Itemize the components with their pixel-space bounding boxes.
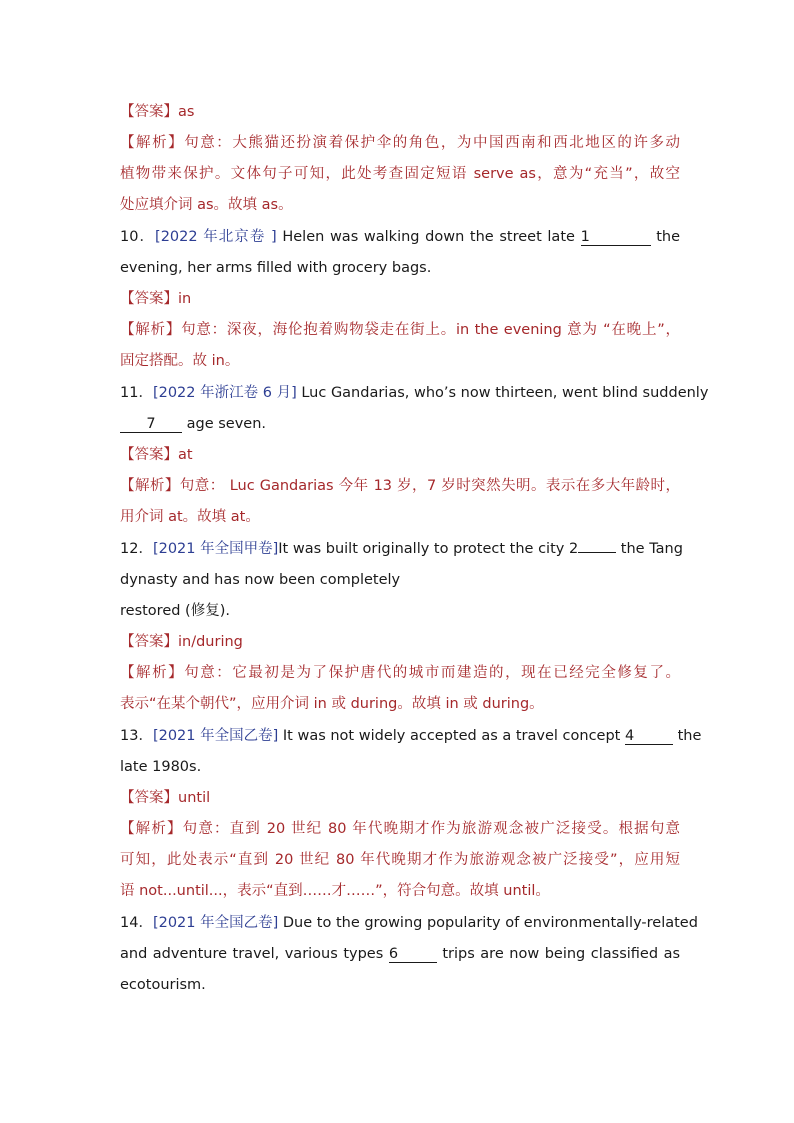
q10-text-l2: evening, her arms filled with grocery bags.: [120, 260, 432, 276]
analysis-tag: 【解析】: [120, 821, 183, 837]
q12-answer: in/during: [178, 634, 243, 650]
q10-source: [2022 年北京卷 ]: [155, 229, 277, 245]
q11-number: 11．: [120, 385, 153, 401]
analysis-tag: 【解析】: [120, 322, 182, 338]
q14-line-1: [120, 913, 698, 933]
q14-source: [2021 年全国乙卷]: [152, 915, 279, 931]
q14-text-l3: ecotourism.: [120, 977, 206, 993]
prev-answer-line: [120, 102, 680, 122]
q10-blank: 1: [581, 229, 651, 246]
q13-source: [2021 年全国乙卷]: [152, 728, 279, 744]
q11-answer-line: [120, 445, 680, 465]
q11-analysis-2: 用介词 at。故填 at。: [120, 509, 260, 525]
q12-answer-line: [120, 632, 680, 652]
q10-analysis-2: 固定搭配。故 in。: [120, 353, 240, 369]
q14-line-2: [120, 944, 680, 964]
q10-answer-line: [120, 289, 680, 309]
q12-text-l2: dynasty and has now been completely: [120, 572, 401, 588]
q11-analysis-1: 句意： Luc Gandarias 今年 13 岁，7 岁时突然失明。表示在多大年龄时，: [179, 478, 680, 494]
q10-answer: in: [178, 291, 192, 307]
q13-analysis-line-2: [120, 850, 680, 870]
q10-line-1: [120, 227, 680, 247]
q12-text-a: It was built originally to protect the city 2: [278, 541, 579, 557]
q13-line-1: [120, 726, 702, 746]
q14-text-l2a: and adventure travel, various types: [120, 946, 384, 962]
prev-analysis-line-2: [120, 164, 680, 184]
q12-source: [2021 年全国甲卷]: [152, 541, 279, 557]
q11-analysis-line-2: [120, 507, 680, 527]
q13-text-a: It was not widely accepted as a travel concept: [282, 728, 621, 744]
q10-line-2: [120, 258, 680, 278]
q10-analysis-line-2: [120, 351, 680, 371]
q10-analysis-1: 句意：深夜，海伦抱着购物袋走在街上。in the evening 意为 “在晚上”，: [181, 322, 680, 338]
answer-tag: 【答案】: [120, 790, 178, 806]
q12-line-1: [120, 539, 683, 559]
q12-line-3: [120, 601, 680, 621]
prev-analysis-line-3: [120, 195, 680, 215]
q11-analysis-line-1: [120, 476, 680, 496]
answer-tag: 【答案】: [120, 104, 178, 120]
q12-text-b: the Tang: [620, 541, 683, 557]
q11-blank: 7: [120, 416, 182, 433]
q13-blank: 4: [625, 728, 673, 745]
answer-tag: 【答案】: [120, 291, 178, 307]
q11-line-1: [120, 383, 709, 403]
prev-analysis-1: 句意：大熊猫还扮演着保护伞的角色，为中国西南和西北地区的许多动: [184, 135, 681, 151]
prev-answer: as: [178, 104, 195, 120]
q11-answer: at: [178, 447, 193, 463]
analysis-tag: 【解析】: [120, 135, 185, 151]
q14-number: 14．: [120, 915, 153, 931]
q12-number: 12．: [120, 541, 153, 557]
q13-analysis-line-3: [120, 881, 680, 901]
prev-analysis-line-1: [120, 133, 680, 153]
q12-analysis-line-1: [120, 663, 680, 683]
q12-analysis-1: 句意：它最初是为了保护唐代的城市而建造的，现在已经完全修复了。: [184, 665, 681, 681]
analysis-tag: 【解析】: [120, 478, 180, 494]
q12-line-2: [120, 570, 680, 590]
q12-analysis-2: 表示“在某个朝代”，应用介词 in 或 during。故填 in 或 during。: [120, 696, 544, 712]
q14-blank: 6: [389, 946, 437, 963]
prev-analysis-3: 处应填介词 as。故填 as。: [120, 197, 293, 213]
q13-analysis-2: 可知，此处表示“直到 20 世纪 80 年代晚期才作为旅游观念被广泛接受”，应用短: [120, 852, 680, 868]
q13-text-l2: late 1980s.: [120, 759, 202, 775]
q13-line-2: [120, 757, 680, 777]
q13-answer-line: [120, 788, 680, 808]
q10-number: 10．: [120, 229, 156, 245]
q10-analysis-line-1: [120, 320, 680, 340]
q13-analysis-1: 句意：直到 20 世纪 80 年代晚期才作为旅游观念被广泛接受。根据句意: [182, 821, 681, 837]
q13-answer: until: [178, 790, 211, 806]
q11-line-2: [120, 414, 680, 434]
q12-analysis-line-2: [120, 694, 680, 714]
q13-text-b: the: [677, 728, 702, 744]
q11-text-a: Luc Gandarias, who’s now thirteen, went blind suddenly: [301, 385, 709, 401]
q12-text-l3: restored (修复).: [120, 603, 230, 619]
q13-analysis-line-1: [120, 819, 680, 839]
analysis-tag: 【解析】: [120, 665, 185, 681]
q10-text-b: the: [656, 229, 681, 245]
q14-line-3: [120, 975, 680, 995]
q14-text-l2b: trips are now being classified as: [442, 946, 681, 962]
q12-blank: [578, 552, 616, 553]
q13-analysis-3: 语 not...until...，表示“直到……才……”，符合句意。故填 until。: [120, 883, 550, 899]
q11-source: [2022 年浙江卷 6 月]: [152, 385, 297, 401]
q11-text-l2: age seven.: [186, 416, 267, 432]
prev-analysis-2: 植物带来保护。文体句子可知，此处考查固定短语 serve as，意为“充当”，故空: [120, 166, 680, 182]
q10-text-a: Helen was walking down the street late: [282, 229, 575, 245]
q13-number: 13．: [120, 728, 153, 744]
answer-tag: 【答案】: [120, 634, 178, 650]
answer-tag: 【答案】: [120, 447, 178, 463]
q14-text-a: Due to the growing popularity of environmentally-related: [282, 915, 698, 931]
